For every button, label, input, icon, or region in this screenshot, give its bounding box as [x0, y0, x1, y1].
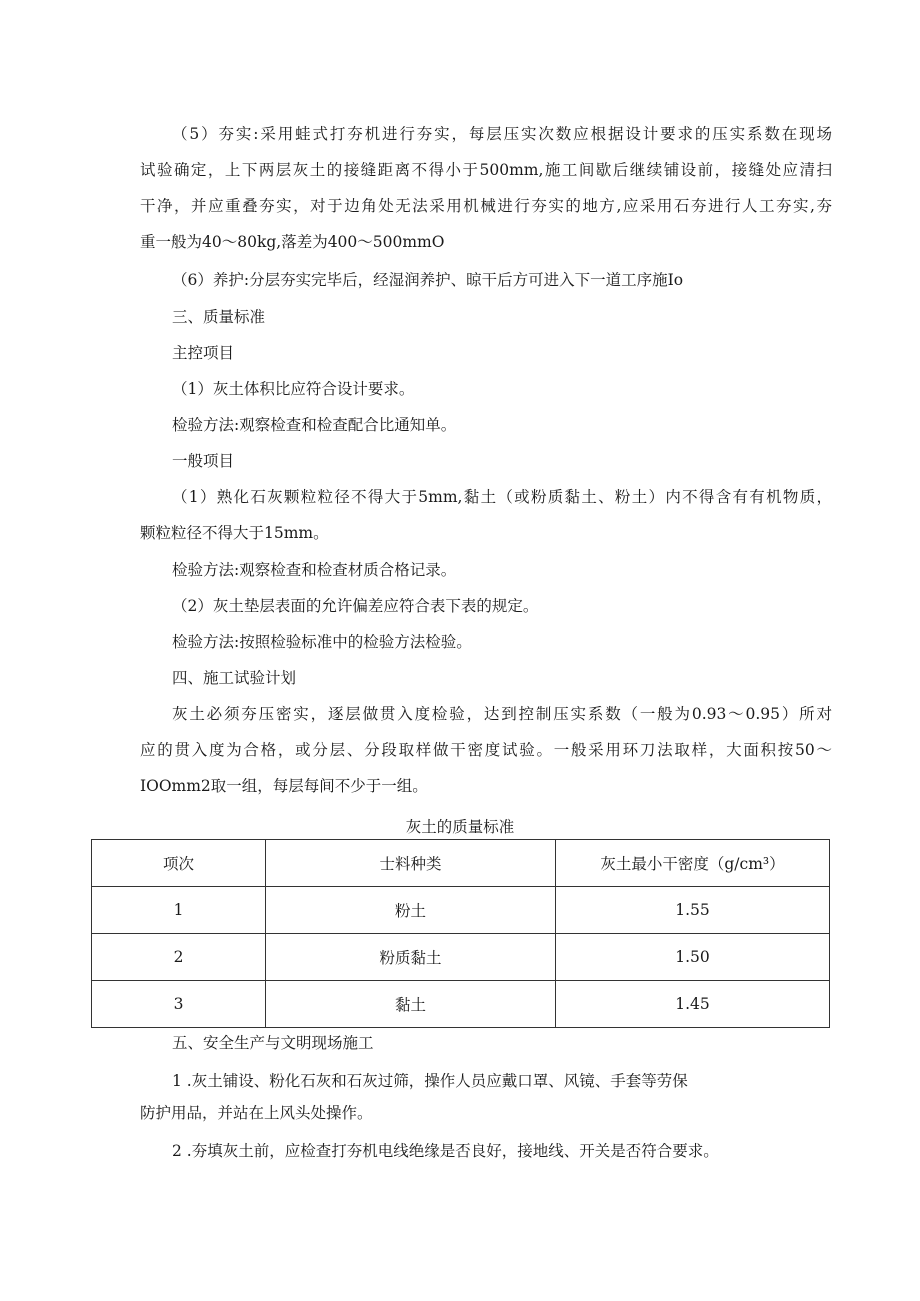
table-cell: 1.45	[556, 981, 830, 1028]
table-cell: 黏土	[266, 981, 556, 1028]
para5-line3: 干净，并应重叠夯实，对于边角处无法采用机械进行夯实的地方,应采用石夯进行人工夯实,夯	[140, 197, 832, 215]
general-item2-method: 检验方法:按照检验标准中的检验方法检验。	[172, 633, 472, 651]
table-header-soil-type: 士料种类	[266, 840, 556, 887]
table-cell: 1.50	[556, 934, 830, 981]
section5-title: 五、安全生产与文明现场施工	[172, 1034, 374, 1052]
table-cell: 粉质黏土	[266, 934, 556, 981]
table-caption: 灰土的质量标准	[405, 818, 515, 836]
table-cell: 2	[92, 934, 266, 981]
table-header-min-dry-density: 灰土最小干密度（g/cm³）	[556, 840, 830, 887]
section3-title: 三、质量标准	[172, 308, 266, 326]
section4-title: 四、施工试验计划	[172, 669, 297, 687]
para5-line4: 重一般为40～80kg,落差为400～500mmO	[140, 233, 445, 251]
table-cell: 粉土	[266, 887, 556, 934]
general-item1-line2: 颗粒粒径不得大于15mm。	[140, 524, 329, 542]
table-cell: 1	[92, 887, 266, 934]
table-header-row	[92, 840, 830, 887]
safety2: 2 .夯填灰土前，应检查打夯机电线绝缘是否良好，接地线、开关是否符合要求。	[172, 1142, 719, 1160]
safety1-line1: 1 .灰土铺设、粉化石灰和石灰过筛，操作人员应戴口罩、风镜、手套等劳保	[172, 1072, 688, 1090]
table-row	[92, 934, 830, 981]
main-items-title: 主控项目	[172, 344, 235, 362]
table-header-index: 项次	[92, 840, 266, 887]
general-items-title: 一般项目	[172, 452, 235, 470]
section4-body-line1: 灰土必须夯压密实，逐层做贯入度检验，达到控制压实系数（一般为0.93～0.95）所对	[172, 705, 832, 723]
safety1-line2: 防护用品，并站在上风头处操作。	[140, 1104, 373, 1122]
para6: （6）养护:分层夯实完毕后，经湿润养护、晾干后方可进入下一道工序施Io	[172, 271, 684, 289]
general-item1-line1: （1）熟化石灰颗粒粒径不得大于5mm,黏土（或粉质黏土、粉土）内不得含有有机物质，	[172, 488, 832, 506]
general-item2: （2）灰土垫层表面的允许偏差应符合表下表的规定。	[172, 597, 539, 615]
main-item1: （1）灰土体积比应符合设计要求。	[172, 380, 415, 398]
table-row	[92, 887, 830, 934]
table-cell: 3	[92, 981, 266, 1028]
general-item1-method: 检验方法:观察检查和检查材质合格记录。	[172, 561, 457, 579]
section4-body-line3: IOOmm2取一组，每层每间不少于一组。	[140, 777, 428, 795]
para5-line1: （5）夯实:采用蛙式打夯机进行夯实，每层压实次数应根据设计要求的压实系数在现场	[172, 125, 832, 143]
quality-standard-table	[91, 839, 830, 1028]
section4-body-line2: 应的贯入度为合格，或分层、分段取样做干密度试验。一般采用环刀法取样，大面积按50～	[140, 741, 832, 759]
main-item1-method: 检验方法:观察检查和检查配合比通知单。	[172, 416, 457, 434]
table-row	[92, 981, 830, 1028]
para5-line2: 试验确定，上下两层灰土的接缝距离不得小于500mm,施工间歇后继续铺设前，接缝处应清扫	[140, 161, 832, 179]
table-cell: 1.55	[556, 887, 830, 934]
